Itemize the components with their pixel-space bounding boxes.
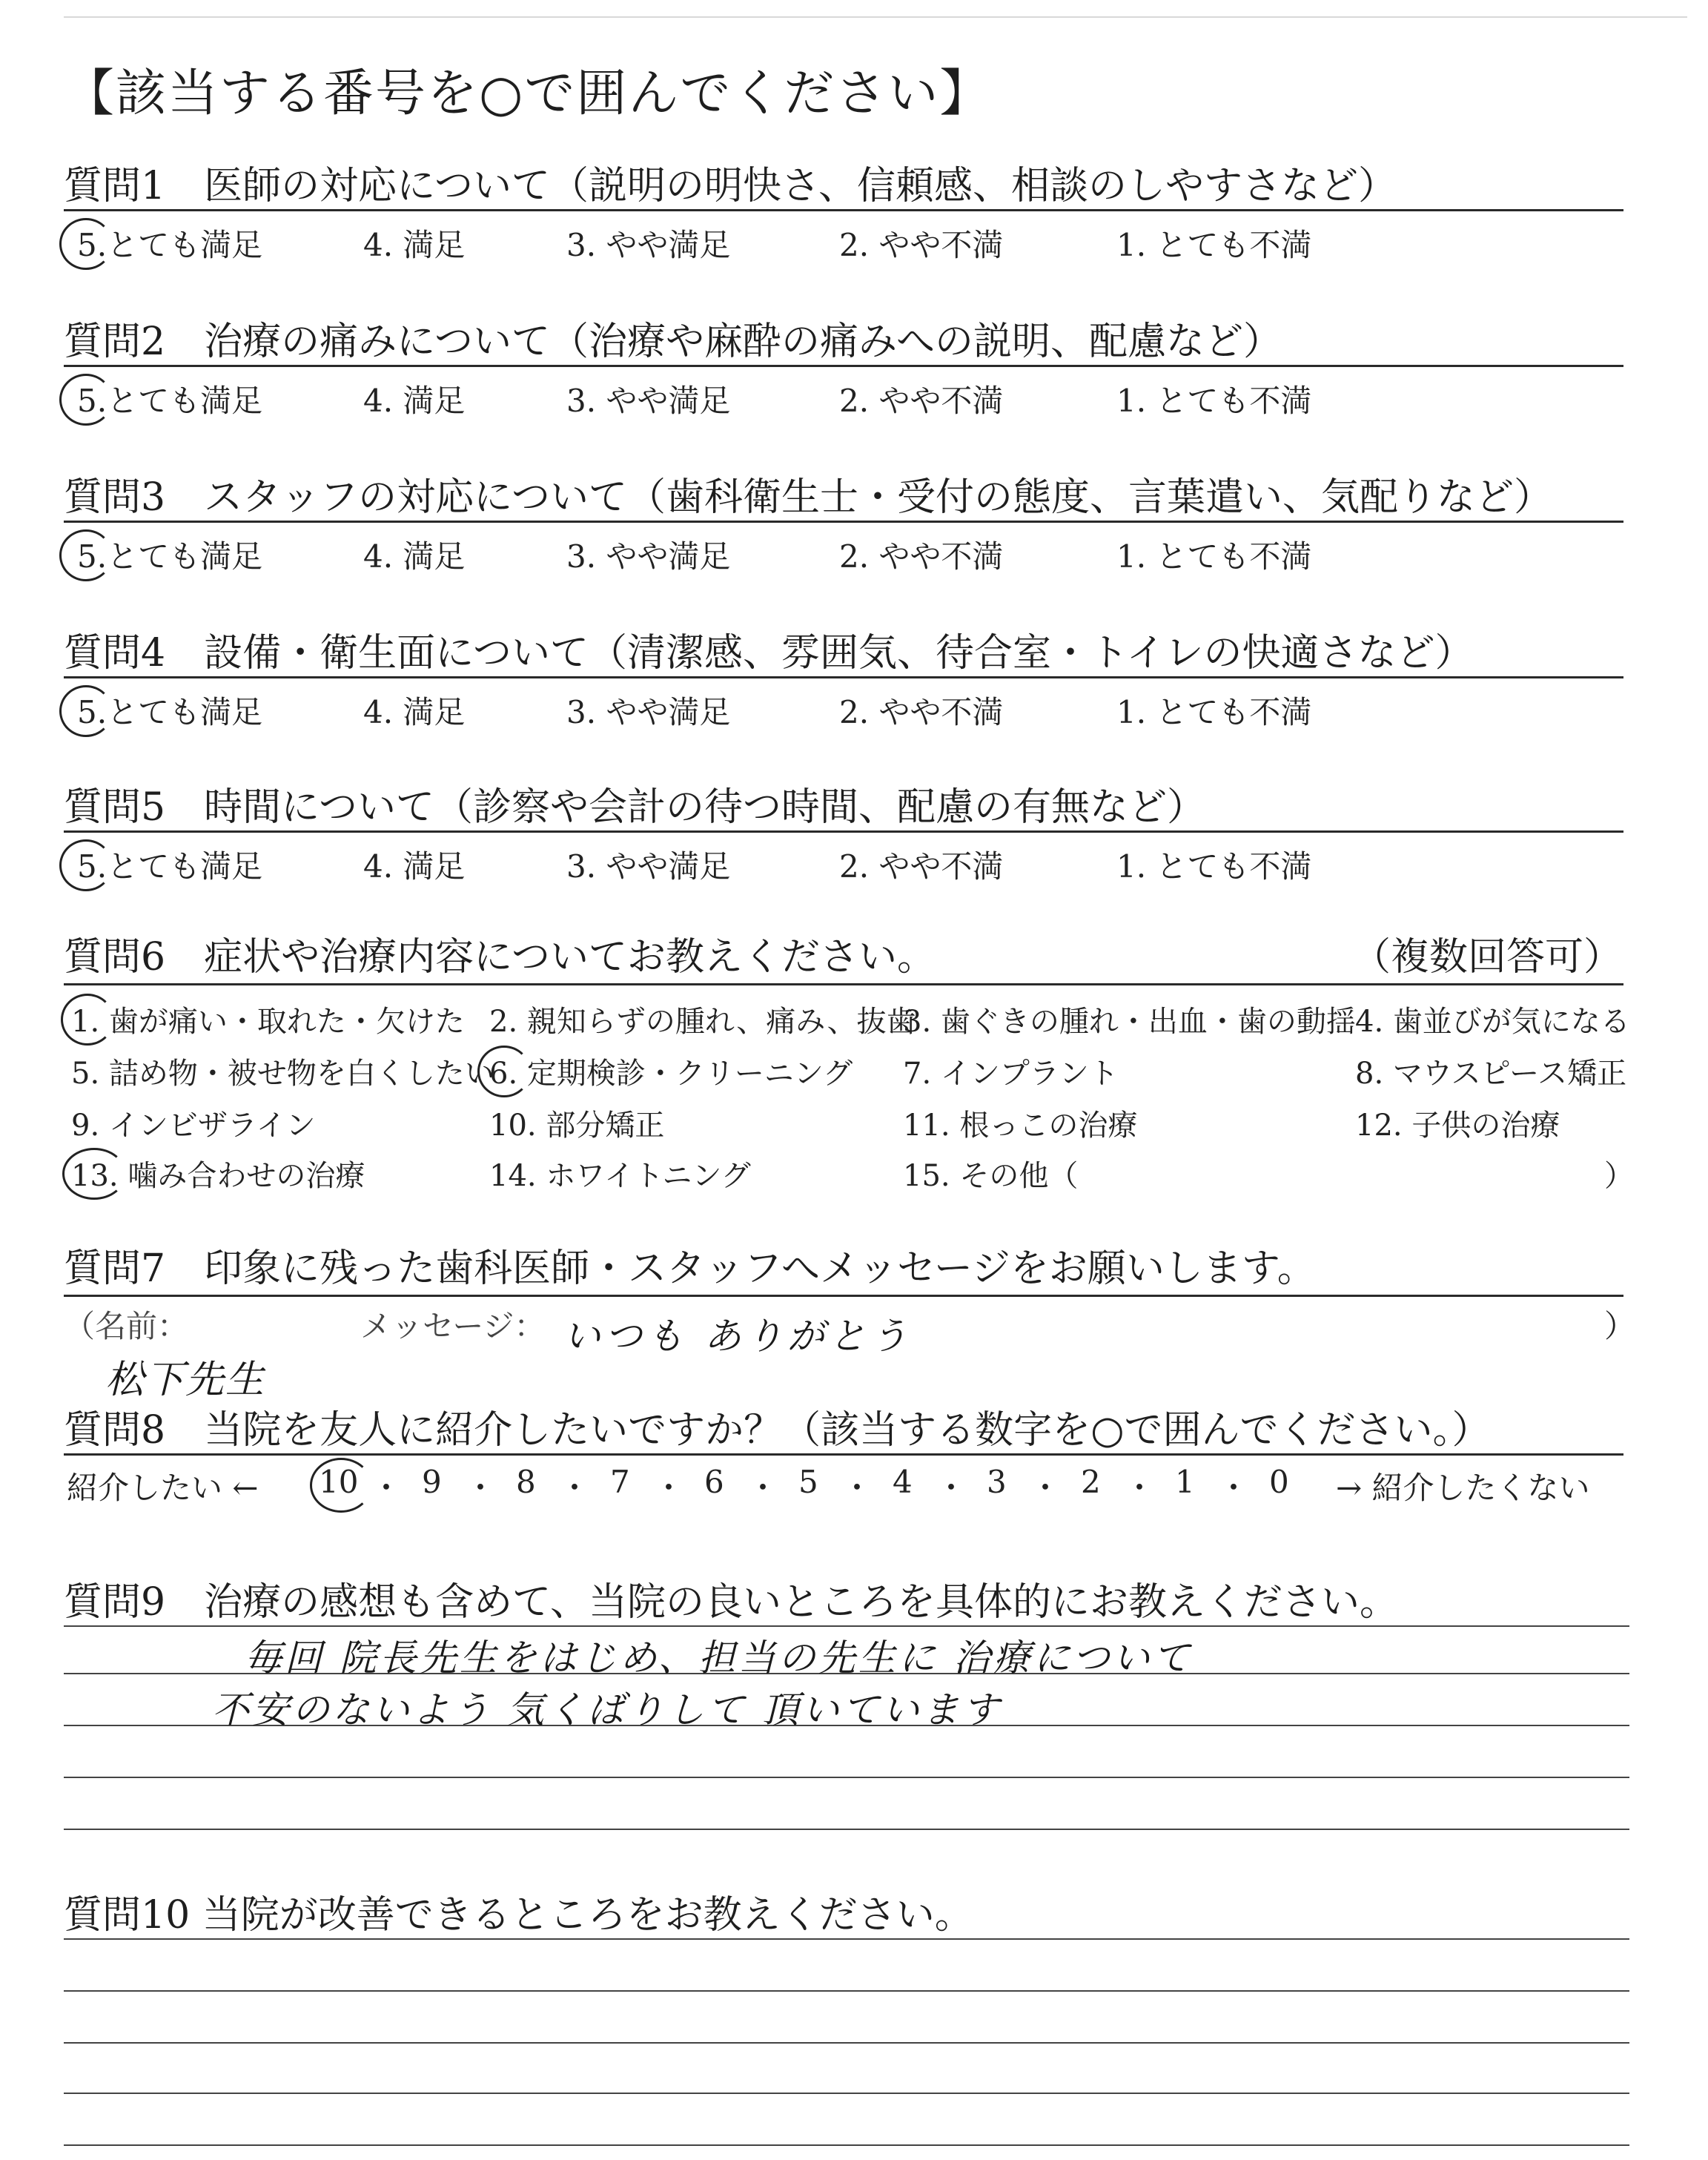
q8-title: 質問8 当院を友人に紹介したいですか？（該当する数字を○で囲んでください。） xyxy=(64,1408,1491,1453)
q4-option-3[interactable]: 3. やや満足 xyxy=(566,694,731,730)
q4-option-1[interactable]: 1. とても不満 xyxy=(1116,694,1312,730)
q1-selection-circle xyxy=(59,218,113,270)
q9-line-5 xyxy=(64,1829,1629,1830)
q2-option-4[interactable]: 4. 満足 xyxy=(363,383,466,419)
q8-separator: ・ xyxy=(1218,1470,1250,1506)
q6-option-4[interactable]: 4. 歯並びが気になる xyxy=(1355,1005,1630,1039)
q7-message-handwritten: いつも ありがとう xyxy=(563,1315,912,1358)
q1-option-4[interactable]: 4. 満足 xyxy=(363,227,466,263)
q8-separator: ・ xyxy=(653,1470,685,1506)
q4-title: 質問4 設備・衛生面について（清潔感、雰囲気、待合室・トイレの快適さなど） xyxy=(64,631,1474,676)
q8-separator: ・ xyxy=(371,1470,403,1506)
q5-option-1[interactable]: 1. とても不満 xyxy=(1116,848,1312,885)
q5-rule xyxy=(64,830,1623,833)
q3-option-4[interactable]: 4. 満足 xyxy=(363,538,466,575)
q1-title: 質問1 医師の対応について（説明の明快さ、信頼感、相談のしやすさなど） xyxy=(64,164,1397,208)
q8-right-label: → 紹介したくない xyxy=(1336,1470,1590,1506)
q3-option-3[interactable]: 3. やや満足 xyxy=(566,538,731,575)
q8-scale-2[interactable]: 2 xyxy=(1081,1464,1101,1500)
q4-option-5[interactable]: 5.とても満足 xyxy=(77,694,263,730)
q6-option-3[interactable]: 3. 歯ぐきの腫れ・出血・歯の動揺 xyxy=(903,1005,1356,1039)
q3-option-2[interactable]: 2. やや不満 xyxy=(839,538,1004,575)
q6-option-8[interactable]: 8. マウスピース矯正 xyxy=(1355,1057,1627,1091)
q1-option-2[interactable]: 2. やや不満 xyxy=(839,227,1004,263)
q7-rule xyxy=(64,1295,1623,1297)
q8-separator: ・ xyxy=(465,1470,497,1506)
q6-selection-circle-13 xyxy=(62,1148,126,1200)
q5-option-4[interactable]: 4. 満足 xyxy=(363,848,466,885)
q6-selection-circle-1 xyxy=(61,994,114,1046)
q10-line-5 xyxy=(64,2144,1629,2146)
q6-option-14[interactable]: 14. ホワイトニング xyxy=(489,1159,751,1193)
q8-scale-9[interactable]: 9 xyxy=(422,1464,442,1500)
q2-selection-circle xyxy=(59,374,113,426)
page-title: 【該当する番号を○で囲んでください】 xyxy=(64,65,992,123)
q6-option-10[interactable]: 10. 部分矯正 xyxy=(489,1109,665,1143)
q9-line-1 xyxy=(64,1625,1629,1627)
q4-option-4[interactable]: 4. 満足 xyxy=(363,694,466,730)
q8-rule xyxy=(64,1453,1623,1456)
q6-other-close: ） xyxy=(1604,1159,1634,1193)
q2-option-1[interactable]: 1. とても不満 xyxy=(1116,383,1312,419)
q2-rule xyxy=(64,365,1623,367)
q8-scale-1[interactable]: 1 xyxy=(1175,1464,1195,1500)
q6-option-13[interactable]: 13. 噛み合わせの治療 xyxy=(71,1159,365,1193)
q6-option-15[interactable]: 15. その他（ xyxy=(903,1159,1079,1193)
q10-line-2 xyxy=(64,1990,1629,1992)
q2-option-2[interactable]: 2. やや不満 xyxy=(839,383,1004,419)
q8-scale-5[interactable]: 5 xyxy=(798,1464,818,1500)
q4-selection-circle xyxy=(59,685,113,737)
q5-selection-circle xyxy=(59,839,113,891)
top-border xyxy=(64,16,1687,18)
q1-rule xyxy=(64,209,1623,211)
q6-option-5[interactable]: 5. 詰め物・被せ物を白くしたい xyxy=(71,1057,494,1091)
q8-scale-7[interactable]: 7 xyxy=(610,1464,630,1500)
q3-option-1[interactable]: 1. とても不満 xyxy=(1116,538,1312,575)
q6-option-11[interactable]: 11. 根っこの治療 xyxy=(903,1109,1138,1143)
q2-option-5[interactable]: 5.とても満足 xyxy=(77,383,263,419)
q3-option-5[interactable]: 5.とても満足 xyxy=(77,538,263,575)
q5-option-3[interactable]: 3. やや満足 xyxy=(566,848,731,885)
q6-option-1[interactable]: 1. 歯が痛い・取れた・欠けた xyxy=(71,1005,465,1039)
q3-selection-circle xyxy=(59,529,113,581)
q2-option-3[interactable]: 3. やや満足 xyxy=(566,383,731,419)
q3-rule xyxy=(64,521,1623,523)
q8-scale-10[interactable]: 10 xyxy=(319,1464,359,1500)
q5-title: 質問5 時間について（診察や会計の待つ時間、配慮の有無など） xyxy=(64,785,1206,830)
q8-scale-3[interactable]: 3 xyxy=(987,1464,1007,1500)
q7-message-label: メッセージ： xyxy=(360,1308,546,1344)
q7-close: ） xyxy=(1604,1308,1636,1344)
q8-selection-circle xyxy=(310,1458,372,1513)
q6-option-9[interactable]: 9. インビザライン xyxy=(71,1109,316,1143)
q7-name-label: （名前： xyxy=(64,1308,189,1344)
q5-option-2[interactable]: 2. やや不満 xyxy=(839,848,1004,885)
q8-separator: ・ xyxy=(747,1470,779,1506)
q1-option-3[interactable]: 3. やや満足 xyxy=(566,227,731,263)
q8-separator: ・ xyxy=(559,1470,591,1506)
q6-option-6[interactable]: 6. 定期検診・クリーニング xyxy=(489,1057,853,1091)
q6-title: 質問6 症状や治療内容についてお教えください。 xyxy=(64,935,936,980)
q5-option-5[interactable]: 5.とても満足 xyxy=(77,848,263,885)
q8-separator: ・ xyxy=(1124,1470,1156,1506)
q8-scale-8[interactable]: 8 xyxy=(516,1464,536,1500)
q1-option-5[interactable]: 5.とても満足 xyxy=(77,227,263,263)
q10-line-3 xyxy=(64,2042,1629,2044)
q8-separator: ・ xyxy=(936,1470,967,1506)
q3-title: 質問3 スタッフの対応について（歯科衛生士・受付の態度、言葉遣い、気配りなど） xyxy=(64,475,1553,520)
q8-scale-6[interactable]: 6 xyxy=(704,1464,724,1500)
q10-line-1 xyxy=(64,1938,1629,1940)
q8-scale-0[interactable]: 0 xyxy=(1269,1464,1289,1500)
q8-scale-4[interactable]: 4 xyxy=(893,1464,913,1500)
q7-name-handwritten: 松下先生 xyxy=(105,1358,266,1402)
q6-rule xyxy=(64,983,1623,985)
q8-separator: ・ xyxy=(1030,1470,1062,1506)
q9-line-4 xyxy=(64,1777,1629,1778)
q6-option-12[interactable]: 12. 子供の治療 xyxy=(1355,1109,1560,1143)
q6-option-2[interactable]: 2. 親知らずの腫れ、痛み、抜歯 xyxy=(489,1005,916,1039)
q2-title: 質問2 治療の痛みについて（治療や麻酔の痛みへの説明、配慮など） xyxy=(64,320,1282,364)
q9-answer-line-2: 不安のないよう 気くばりして 頂いています xyxy=(212,1688,1002,1731)
q4-option-2[interactable]: 2. やや不満 xyxy=(839,694,1004,730)
q7-title: 質問7 印象に残った歯科医師・スタッフへメッセージをお願いします。 xyxy=(64,1246,1316,1291)
q6-option-7[interactable]: 7. インプラント xyxy=(903,1057,1119,1091)
q9-answer-line-1: 毎回 院長先生をはじめ、担当の先生に 治療について xyxy=(245,1636,1193,1680)
q4-rule xyxy=(64,676,1623,678)
q8-separator: ・ xyxy=(841,1470,873,1506)
q10-line-4 xyxy=(64,2093,1629,2094)
q8-left-label: 紹介したい ← xyxy=(67,1470,259,1506)
q6-note: （複数回答可） xyxy=(1352,935,1623,980)
q9-title: 質問9 治療の感想も含めて、当院の良いところを具体的にお教えください。 xyxy=(64,1580,1399,1625)
q6-selection-circle-6 xyxy=(477,1046,531,1097)
q1-option-1[interactable]: 1. とても不満 xyxy=(1116,227,1312,263)
q10-title: 質問10 当院が改善できるところをお教えください。 xyxy=(64,1893,973,1938)
